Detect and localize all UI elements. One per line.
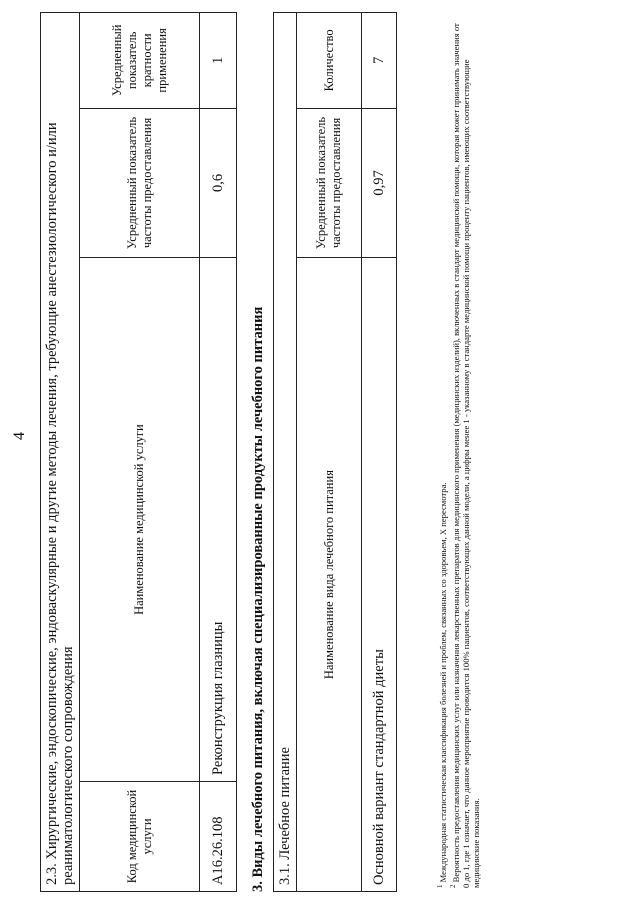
cell-multiplicity: 1	[200, 13, 237, 109]
header-name: Наименование медицинской услуги	[80, 258, 200, 782]
header-multiplicity: Усредненный показатель кратности применения	[80, 13, 200, 109]
section-2-3-title: 2.3. Хирургические, эндоскопические, эндоваскулярные и другие методы лечения, требующие анестезиологического и/или реаниматологического сопровождения	[41, 13, 80, 892]
section-3-1-title: 3.1. Лечебное питание	[274, 13, 297, 892]
section-3-1-table	[273, 12, 397, 892]
header-frequency: Усредненный показатель частоты предоставления	[80, 108, 200, 257]
page-number: 4	[11, 432, 28, 440]
cell-frequency: 0,6	[200, 108, 237, 257]
footnote-1: $^1$ Международная статистическая классификация болезней и проблем, связанных со здоровьем, X пересмотра.	[436, 482, 448, 888]
header-quantity: Количество	[297, 13, 362, 109]
footnotes	[435, 12, 481, 892]
cell-diet-frequency: 0,97	[362, 108, 397, 257]
header-diet-frequency: Усредненный показатель частоты предоставления	[297, 108, 362, 257]
cell-code: A16.26.108	[200, 781, 237, 891]
cell-quantity: 7	[362, 13, 397, 109]
table-row	[200, 13, 237, 892]
rotated-page-content	[40, 12, 640, 892]
header-code: Код медицинской услуги	[80, 781, 200, 891]
cell-name: Реконструкция глазницы	[200, 258, 237, 782]
table-row	[362, 13, 397, 892]
cell-diet-name: Основной вариант стандартной диеты	[362, 258, 397, 892]
header-diet-name: Наименование вида лечебного питания	[297, 258, 362, 892]
section-3-title: 3. Виды лечебного питания, включая специализированные продукты лечебного питания	[250, 306, 266, 892]
section-2-3-table	[40, 12, 237, 892]
footnote-2: $^2$ Вероятность предоставления медицинских услуг или назначения лекарственных препаратов для медицинского применения (медицинских изделий), включенных в стандарт медицинской помощи, которая может принимать значения от 0 до 1, где 1 означает, что данное мероприятие проводится 100% пациентов, соответствующих данной модели, а цифры менее 1 - указанному в стандарте медицинской помощи проценту пациентов, имеющих соответствующие медицинские показания.	[448, 23, 481, 888]
